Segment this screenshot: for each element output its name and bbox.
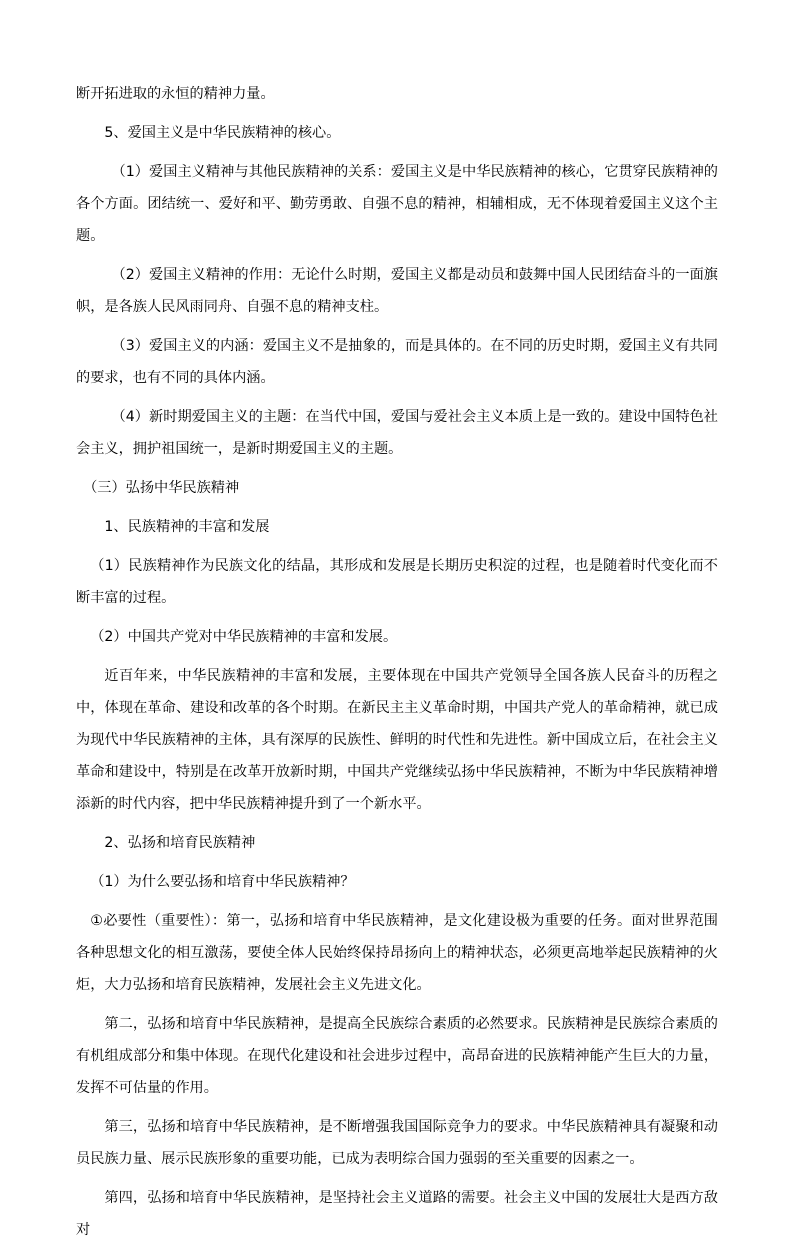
paragraph: 第四，弘扬和培育中华民族精神，是坚持社会主义道路的需要。社会主义中国的发展壮大是西方敌对 [76, 1190, 718, 1238]
paragraph: 近百年来，中华民族精神的丰富和发展，主要体现在中国共产党领导全国各族人民奋斗的历程之中，体现在革命、建设和改革的各个时期。在新民主主义革命时期，中国共产党人的革命精神，就已成为现代中华民族精神的主体，具有深厚的民族性、鲜明的时代性和先进性。新中国成立后，在社会主义革命和建设中，特别是在改革开放新时期，中国共产党继续弘扬中华民族精神，不断为中华民族精神增添新的时代内容，把中华民族精神提升到了一个新水平。 [76, 668, 718, 812]
paragraph: （1）爱国主义精神与其他民族精神的关系：爱国主义是中华民族精神的核心，它贯穿民族精神的各个方面。团结统一、爱好和平、勤劳勇敢、自强不息的精神，相辅相成，无不体现着爱国主义这个主题。 [76, 164, 718, 244]
paragraph: 第二，弘扬和培育中华民族精神，是提高全民族综合素质的必然要求。民族精神是民族综合素质的有机组成部分和集中体现。在现代化建设和社会进步过程中，高昂奋进的民族精神能产生巨大的力量，发挥不可估量的作用。 [76, 1016, 718, 1096]
paragraph: ①必要性（重要性）：第一，弘扬和培育中华民族精神，是文化建设极为重要的任务。面对世界范围各种思想文化的相互激荡，要使全体人民始终保持昂扬向上的精神状态，必须更高地举起民族精神的火炬，大力弘扬和培育民族精神，发展社会主义先进文化。 [76, 913, 718, 993]
section-heading: 2、弘扬和培育民族精神 [104, 835, 256, 851]
section-heading: 5、爱国主义是中华民族精神的核心。 [104, 125, 341, 141]
paragraph: 断开拓进取的永恒的精神力量。 [76, 86, 275, 102]
section-heading: 1、民族精神的丰富和发展 [104, 519, 270, 535]
paragraph: （2）爱国主义精神的作用：无论什么时期，爱国主义都是动员和鼓舞中国人民团结奋斗的一面旗帜，是各族人民风雨同舟、自强不息的精神支柱。 [76, 267, 718, 315]
paragraph: （4）新时期爱国主义的主题：在当代中国，爱国与爱社会主义本质上是一致的。建设中国特色社会主义，拥护祖国统一，是新时期爱国主义的主题。 [76, 409, 718, 457]
paragraph: （1）民族精神作为民族文化的结晶，其形成和发展是长期历史积淀的过程，也是随着时代变化而不断丰富的过程。 [76, 558, 718, 606]
section-heading: （三）弘扬中华民族精神 [83, 480, 240, 496]
paragraph: （1）为什么要弘扬和培育中华民族精神？ [90, 874, 355, 890]
paragraph: （3）爱国主义的内涵：爱国主义不是抽象的，而是具体的。在不同的历史时期，爱国主义有共同的要求，也有不同的具体内涵。 [76, 338, 718, 386]
paragraph: 第三，弘扬和培育中华民族精神，是不断增强我国国际竞争力的要求。中华民族精神具有凝聚和动员民族力量、展示民族形象的重要功能，已成为表明综合国力强弱的至关重要的因素之一。 [76, 1119, 718, 1167]
paragraph: （2）中国共产党对中华民族精神的丰富和发展。 [90, 629, 398, 645]
